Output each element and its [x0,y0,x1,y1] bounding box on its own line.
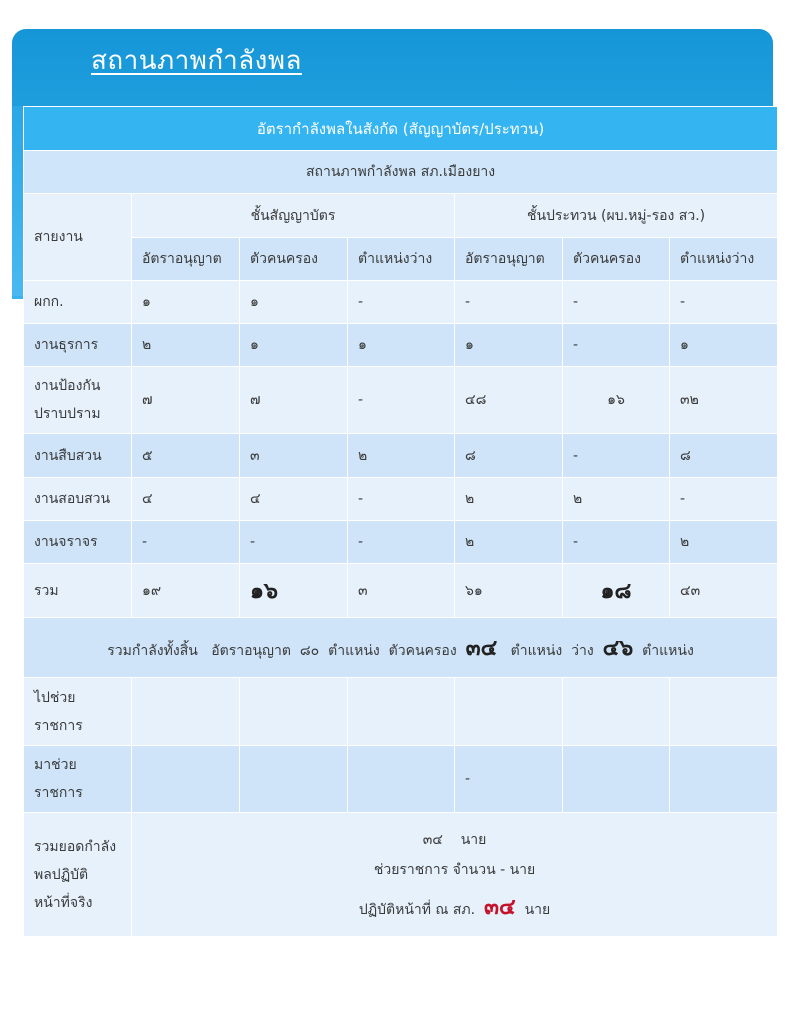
row-label: งานป้องกันปราบปราม [24,367,132,434]
cell: - [348,367,455,434]
cell: ๒ [670,521,778,564]
cell: ๔ [132,478,240,521]
cell [563,746,670,813]
manpower-table [23,106,778,937]
row-label: งานสืบสวน [24,434,132,478]
row-label: ผกก. [24,281,132,324]
total-row [24,564,778,618]
cell: ๕ [132,434,240,478]
commissioned-header: ชั้นสัญญาบัตร [132,194,455,238]
cell: ๑ [240,324,348,367]
authorized-value: ๘๐ [299,643,320,659]
unit-label: ตำแหน่ง [642,643,694,659]
cell: ๗ [132,367,240,434]
column-header: อัตราอนุญาต [132,238,240,281]
actual-count: ๓๔ [422,831,443,848]
banner-side-strip [12,106,23,296]
cell: - [348,521,455,564]
cell: - [455,746,563,813]
row-label: งานจราจร [24,521,132,564]
actual-unit: นาย [460,831,487,848]
cell-value: ๑๘ [600,579,632,604]
assist-text: ช่วยราชการ จำนวน - นาย [373,861,536,878]
table-row [24,478,778,521]
department-header: สายงาน [24,194,132,281]
cell: ๑ [348,324,455,367]
cell: ๒ [132,324,240,367]
onsite-count: ๓๔ [484,894,516,920]
cell: - [670,478,778,521]
table-subtitle: สถานภาพกำลังพล สภ.เมืองยาง [24,151,778,194]
cell [670,746,778,813]
table-title-row [24,107,778,151]
cell: ๑ [132,281,240,324]
actual-strength-row [24,813,778,937]
cell: ๔ [240,478,348,521]
cell: - [132,521,240,564]
column-header: อัตราอนุญาต [455,238,563,281]
unit-label: ตำแหน่ง [328,643,380,659]
onsite-unit: นาย [524,901,551,918]
column-header: ตัวคนครอง [563,238,670,281]
cell: ๓ [240,434,348,478]
cell: ๔๓ [670,564,778,618]
actual-strength-detail [132,813,778,937]
cell [670,678,778,746]
cell [455,678,563,746]
actual-count-line [142,825,767,855]
cell: ๖๑ [455,564,563,618]
cell: ๑ [455,324,563,367]
column-header-row [24,238,778,281]
cell [132,678,240,746]
cell [240,678,348,746]
unit-label: ตำแหน่ง [510,643,563,659]
cell: - [563,324,670,367]
row-label: ไปช่วยราชการ [24,678,132,746]
cell: - [455,281,563,324]
row-label: มาช่วยราชการ [24,746,132,813]
cell: - [348,478,455,521]
column-header: ตัวคนครอง [240,238,348,281]
cell [348,678,455,746]
cell: - [670,281,778,324]
cell [240,564,348,618]
cell: ๓๒ [670,367,778,434]
cell [348,746,455,813]
cell: ๒ [455,478,563,521]
noncommissioned-header: ชั้นประทวน (ผบ.หมู่-รอง สว.) [455,194,778,238]
row-label: รวมยอดกำลังพลปฏิบัติหน้าที่จริง [24,813,132,937]
cell-value: ๑๖ [250,579,278,604]
onsite-label: ปฏิบัติหน้าที่ ณ สภ. [358,901,476,918]
grand-total-summary [24,618,778,678]
cell: - [240,521,348,564]
grand-total-row [24,618,778,678]
row-label: งานสอบสวน [24,478,132,521]
cell [132,746,240,813]
table-row [24,281,778,324]
cell [563,678,670,746]
occupied-label: ตัวคนครอง [388,643,457,659]
cell: ๒ [563,478,670,521]
cell: ๑ [670,324,778,367]
cell: ๔๘ [455,367,563,434]
subtitle-row [24,151,778,194]
cell: ๗ [240,367,348,434]
cell: - [348,281,455,324]
cell: - [563,281,670,324]
assist-out-row [24,678,778,746]
row-label: งานธุรการ [24,324,132,367]
cell: - [563,434,670,478]
vacant-value: ๔๖ [602,636,634,661]
table-row [24,324,778,367]
cell: ๘ [670,434,778,478]
table-row [24,367,778,434]
cell [240,746,348,813]
cell [563,564,670,618]
onsite-line [142,893,767,925]
authorized-label: อัตราอนุญาต [211,643,291,659]
cell: ๑๖ [563,367,670,434]
page-title: สถานภาพกำลังพล [91,46,302,76]
vacant-label: ว่าง [571,643,594,659]
table-row [24,434,778,478]
cell: ๒ [348,434,455,478]
cell: ๓ [348,564,455,618]
cell: - [563,521,670,564]
row-label: รวม [24,564,132,618]
column-header: ตำแหน่งว่าง [348,238,455,281]
group-header-row [24,194,778,238]
cell: ๒ [455,521,563,564]
cell: ๑ [240,281,348,324]
table-title: อัตรากำลังพลในสังกัด (สัญญาบัตร/ประทวน) [24,107,778,151]
cell: ๘ [455,434,563,478]
assist-in-row [24,746,778,813]
table-row [24,521,778,564]
cell: ๑๙ [132,564,240,618]
column-header: ตำแหน่งว่าง [670,238,778,281]
total-label: รวมกำลังทั้งสิ้น [107,643,198,659]
occupied-value: ๓๔ [465,636,498,661]
